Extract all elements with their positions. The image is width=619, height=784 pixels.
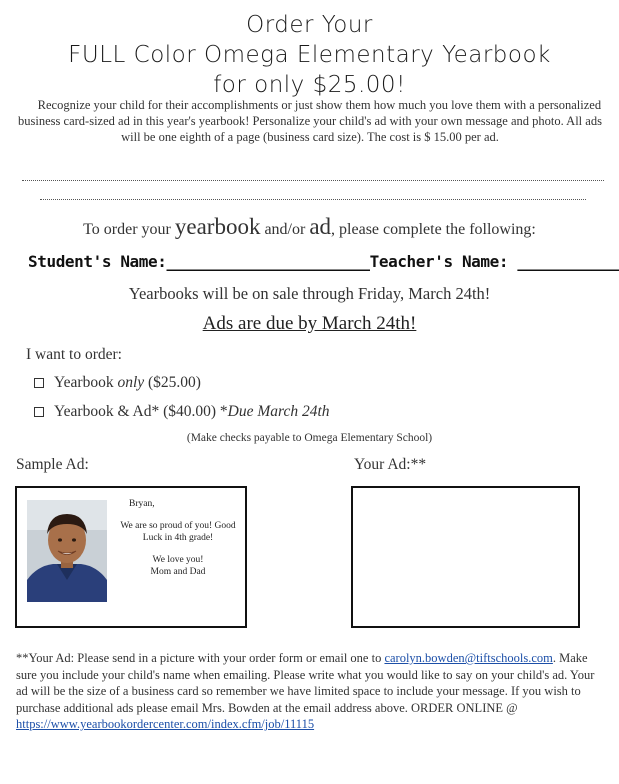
opt1-italic: only [117,374,145,391]
sample-ad-name: Bryan, [129,499,155,509]
order-prefix: To order your [83,221,175,238]
option-yearbook-ad-text [54,403,330,421]
order-word-yearbook: yearbook [174,214,261,239]
option-yearbook-text [54,374,201,392]
email-link[interactable]: carolyn.bowden@tiftschools.com [384,651,553,665]
teacher-name-label: Teacher's Name: [369,252,518,271]
opt2-italic: Due March 24th [227,403,330,420]
sample-ad-love: We love you! [152,554,204,565]
order-online-link[interactable]: https://www.yearbookordercenter.com/index.cfm/job/11115 [16,717,315,731]
checks-payable-note: (Make checks payable to Omega Elementary School) [186,432,433,444]
opt1-a: Yearbook [54,374,118,391]
sample-ad-box [15,486,247,628]
name-fields-line [28,252,619,271]
sample-ad-label: Sample Ad: [16,456,89,473]
footer-part1: **Your Ad: Please send in a picture with your order form or email one to [16,651,385,665]
footer-instructions [16,650,606,733]
want-to-order-label: I want to order: [26,346,122,363]
your-ad-label: Your Ad:** [354,456,427,473]
sale-deadline: Yearbooks will be on sale through Friday, March 24th! [128,284,491,303]
student-name-label: Student's Name: [28,252,167,271]
child-photo-image [27,500,107,602]
sample-ad-signoff: Mom and Dad [150,567,206,577]
opt2-a: Yearbook & Ad* ($40.00) * [54,403,228,420]
child-photo [27,500,107,602]
student-name-blank[interactable]: ______________________ [166,252,370,271]
order-word-ad: ad [309,214,332,239]
checkbox-yearbook-and-ad[interactable] [34,407,44,417]
title-line-2: FULL Color Omega Elementary Yearbook [68,42,551,68]
dotted-divider-1 [22,180,604,181]
title-line-3: for only $25.00! [213,72,406,98]
sample-ad-text [117,498,239,579]
sample-ad-message: We are so proud of you! Good Luck in 4th grade! [120,520,236,543]
title-line-1: Order Your [246,12,373,38]
checkbox-yearbook-only[interactable] [34,378,44,388]
your-ad-box[interactable] [351,486,580,628]
opt1-b: ($25.00) [144,374,201,391]
intro-paragraph [14,97,606,145]
order-instruction [0,214,619,240]
teacher-name-blank[interactable]: ___________ [517,252,619,271]
dotted-divider-2 [40,199,586,200]
order-suffix: , please complete the following: [331,221,536,238]
order-mid: and/or [260,221,310,238]
option-yearbook-and-ad[interactable] [34,403,330,421]
intro-text: Recognize your child for their accomplishments or just show them how much you love them with a personalized business card-sized ad in this year's yearbook! Personalize your child's ad with your own message and photo. All ads will be one eighth of a page (business card size). The cost is $ 15.00 per ad. [18,98,602,144]
footer-part2: . Make sure you include your child's name when emailing. Please write what you would like to say on your child's ad. Your ad will be the size of a business card so remember we have limited space to include your message. If you wish to purchase additional ads please email Mrs. Bowden at the email address above. ORDER ONLINE @ [16,651,595,715]
ads-due-heading: Ads are due by March 24th! [202,313,417,334]
option-yearbook-only[interactable] [34,374,201,392]
